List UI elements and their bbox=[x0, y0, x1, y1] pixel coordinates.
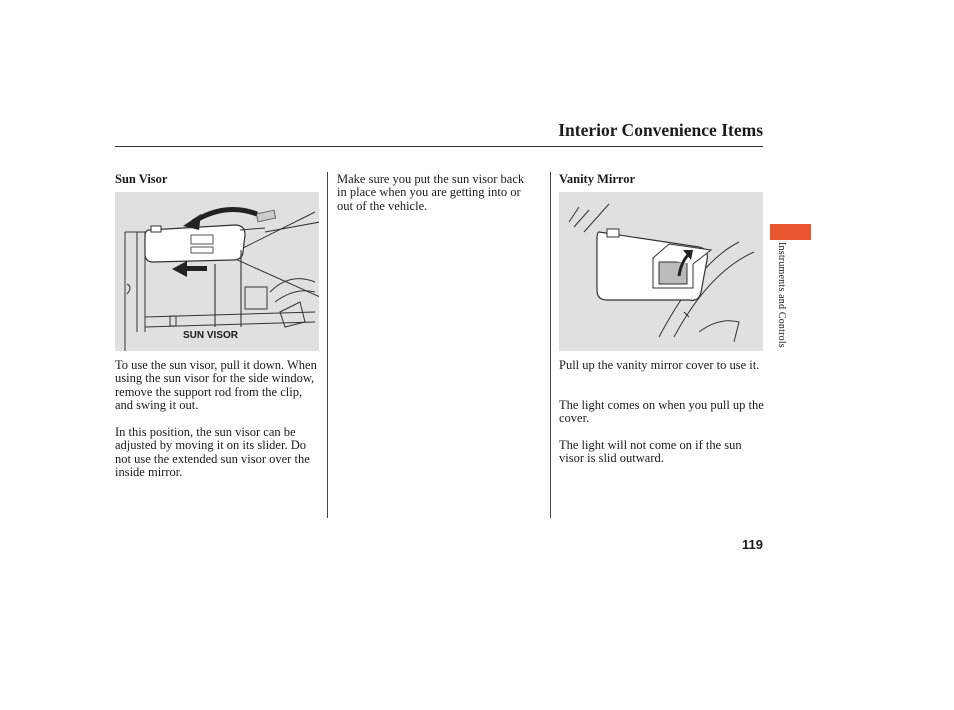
vanity-mirror-drawing bbox=[559, 192, 763, 351]
sun-visor-illustration bbox=[115, 192, 319, 351]
sun-visor-reminder-paragraph: Make sure you put the sun visor back in place when you are getting into or out of the vehicle. bbox=[337, 172, 525, 213]
vanity-mirror-paragraph-1: Pull up the vanity mirror cover to use it. bbox=[559, 358, 760, 372]
vanity-mirror-paragraph-2: The light comes on when you pull up the cover. bbox=[559, 398, 764, 426]
column-divider-1 bbox=[327, 172, 328, 518]
section-tab bbox=[770, 224, 811, 240]
column-divider-2 bbox=[550, 172, 551, 518]
page-title: Interior Convenience Items bbox=[558, 120, 763, 140]
sun-visor-heading: Sun Visor bbox=[115, 172, 168, 186]
title-rule bbox=[115, 146, 763, 147]
sun-visor-paragraph-2: In this position, the sun visor can be adjusted by moving it on its slider. Do not use the extended sun visor over the inside mirror. bbox=[115, 425, 310, 480]
sun-visor-drawing bbox=[115, 192, 319, 351]
sun-visor-figure-label: SUN VISOR bbox=[183, 330, 239, 341]
vanity-mirror-paragraph-3: The light will not come on if the sun visor is slid outward. bbox=[559, 438, 742, 466]
vanity-mirror-illustration bbox=[559, 192, 763, 351]
sun-visor-paragraph-1: To use the sun visor, pull it down. When using the sun visor for the side window, remove the support rod from the clip, and swing it out. bbox=[115, 358, 317, 413]
section-label: Instruments and Controls bbox=[776, 242, 787, 348]
page-number: 119 bbox=[742, 537, 763, 552]
vanity-mirror-heading: Vanity Mirror bbox=[559, 172, 636, 186]
